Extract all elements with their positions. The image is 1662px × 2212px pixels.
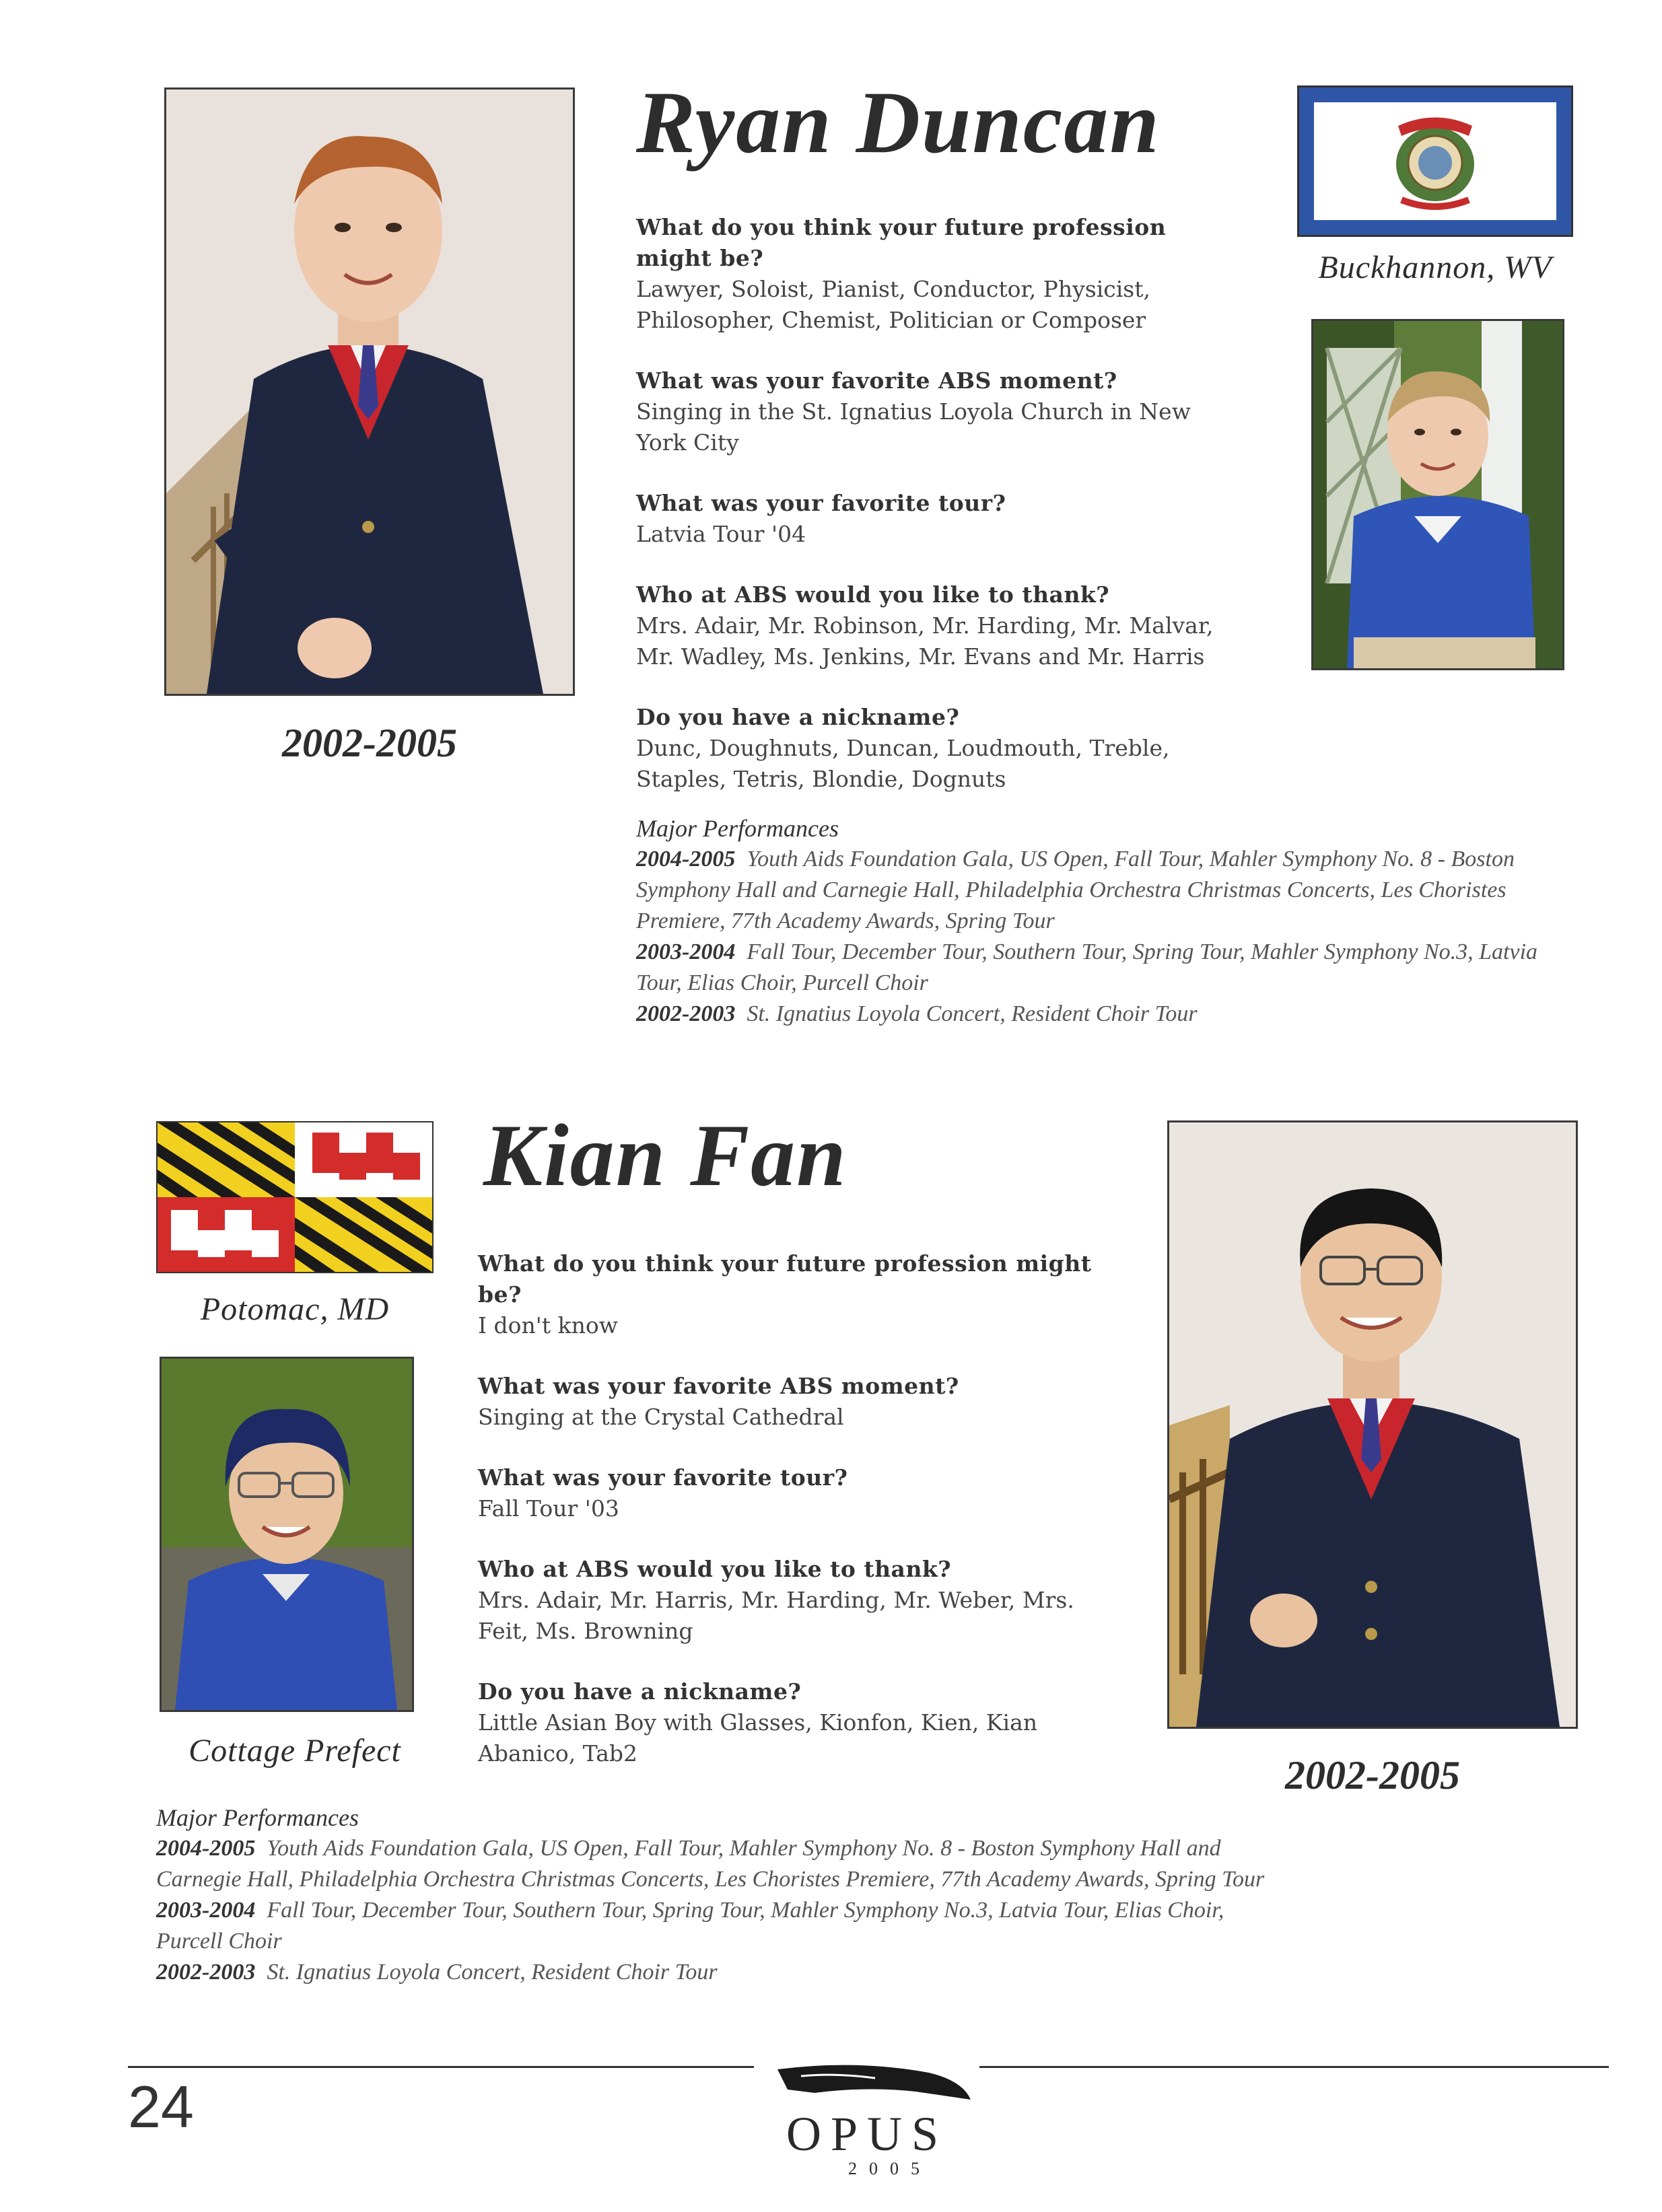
kian-qa-item <box>478 1676 1111 1769</box>
ryan-years: 2002-2005 <box>282 721 457 765</box>
footer-rule-right <box>979 2066 1609 2068</box>
kian-question: What was your favorite tour? <box>478 1464 848 1491</box>
kian-question: Who at ABS would you like to thank? <box>478 1556 952 1582</box>
performance-text: Fall Tour, December Tour, Southern Tour, Spring Tour, Mahler Symphony No.3, Latvia Tour, Elias Choir, Purcell Choir <box>156 1898 1224 1954</box>
kian-hometown: Potomac, MD <box>200 1291 390 1327</box>
ryan-question: What was your favorite ABS moment? <box>636 367 1117 394</box>
ryan-casual-illustration <box>1313 321 1562 668</box>
ryan-qa-item <box>636 702 1242 795</box>
kian-question: What do you think your future profession might be? <box>478 1250 1092 1308</box>
kian-qa-list <box>478 1248 1111 1799</box>
kian-qa-item <box>478 1462 1111 1524</box>
performance-year: 2002-2003 <box>156 1960 256 1985</box>
kian-answer: Fall Tour '03 <box>478 1495 619 1522</box>
performance-text: Fall Tour, December Tour, Southern Tour, Spring Tour, Mahler Symphony No.3, Latvia Tour, Elias Choir, Purcell Choir <box>636 939 1538 995</box>
ryan-qa-item <box>636 365 1242 458</box>
kian-performances <box>156 1802 1267 1988</box>
ryan-performance-entry <box>636 937 1572 999</box>
ryan-performance-entry <box>636 844 1572 937</box>
ryan-hometown: Buckhannon, WV <box>1318 250 1552 285</box>
kian-question: Do you have a nickname? <box>478 1678 802 1705</box>
ryan-answer: Mrs. Adair, Mr. Robinson, Mr. Harding, Mr. Malvar, Mr. Wadley, Ms. Jenkins, Mr. Evans and Mr. Harris <box>636 612 1214 670</box>
kian-performances-title: Major Performances <box>156 1804 359 1831</box>
performance-year: 2004-2005 <box>636 847 736 871</box>
performance-text: St. Ignatius Loyola Concert, Resident Choir Tour <box>747 1001 1198 1026</box>
ryan-answer: Lawyer, Soloist, Pianist, Conductor, Physicist, Philosopher, Chemist, Politician or Composer <box>636 276 1150 333</box>
ryan-question: Do you have a nickname? <box>636 704 960 730</box>
performance-text: St. Ignatius Loyola Concert, Resident Choir Tour <box>267 1960 718 1985</box>
ryan-qa-item <box>636 212 1242 336</box>
wv-seal-icon <box>1314 102 1556 220</box>
ryan-question: What do you think your future profession might be? <box>636 214 1167 271</box>
ryan-answer: Latvia Tour '04 <box>636 521 806 547</box>
kian-answer: Singing at the Crystal Cathedral <box>478 1404 844 1430</box>
kian-performance-entry <box>156 1833 1267 1895</box>
opus-logo <box>774 2059 976 2178</box>
kian-question: What was your favorite ABS moment? <box>478 1373 959 1399</box>
ryan-answer: Singing in the St. Ignatius Loyola Church in New York City <box>636 398 1191 456</box>
maryland-flag <box>156 1121 434 1273</box>
performance-year: 2004-2005 <box>156 1836 256 1861</box>
kian-performance-entry <box>156 1895 1267 1957</box>
ryan-casual-photo <box>1311 319 1564 670</box>
ryan-portrait-illustration <box>166 90 573 694</box>
ryan-performance-entry <box>636 999 1572 1030</box>
performance-year: 2002-2003 <box>636 1001 736 1026</box>
kian-qa-item <box>478 1371 1111 1433</box>
ryan-portrait-photo <box>164 87 575 696</box>
ryan-qa-item <box>636 488 1242 550</box>
performance-text: Youth Aids Foundation Gala, US Open, Fall Tour, Mahler Symphony No. 8 - Boston Symphony Hall and Carnegie Hall, Philadelphia Orchestra Christmas Concerts, Les Choristes Premiere, 77th Academy Awards, Spring Tour <box>156 1836 1265 1892</box>
ryan-performances-title: Major Performances <box>636 815 839 842</box>
kian-casual-photo <box>160 1357 414 1712</box>
ryan-qa-item <box>636 579 1242 672</box>
ryan-name-heading: Ryan Duncan <box>636 73 1161 172</box>
ryan-qa-list <box>636 212 1242 824</box>
opus-logo-year: 2005 <box>848 2159 932 2178</box>
performance-year: 2003-2004 <box>636 939 736 964</box>
piano-lid-icon <box>774 2059 976 2106</box>
performance-year: 2003-2004 <box>156 1898 256 1923</box>
kian-qa-item <box>478 1248 1111 1341</box>
kian-qa-item <box>478 1554 1111 1647</box>
ryan-answer: Dunc, Doughnuts, Duncan, Loudmouth, Treble, Staples, Tetris, Blondie, Dognuts <box>636 735 1170 792</box>
kian-answer: I don't know <box>478 1312 618 1339</box>
performance-text: Youth Aids Foundation Gala, US Open, Fall Tour, Mahler Symphony No. 8 - Boston Symphony Hall and Carnegie Hall, Philadelphia Orchestra Christmas Concerts, Les Choristes Premiere, 77th Academy Awards, Spring Tour <box>636 847 1515 933</box>
ryan-question: Who at ABS would you like to thank? <box>636 581 1110 608</box>
kian-name-heading: Kian Fan <box>483 1106 847 1205</box>
ryan-question: What was your favorite tour? <box>636 490 1006 516</box>
maryland-flag-pattern <box>158 1122 432 1272</box>
kian-role: Cottage Prefect <box>188 1733 401 1769</box>
kian-years: 2002-2005 <box>1285 1753 1460 1797</box>
kian-casual-illustration <box>162 1359 412 1710</box>
kian-answer: Little Asian Boy with Glasses, Kionfon, Kien, Kian Abanico, Tab2 <box>478 1709 1038 1767</box>
page-number: 24 <box>128 2073 194 2140</box>
footer-rule-left <box>128 2066 754 2068</box>
ryan-performances <box>636 813 1572 1030</box>
kian-portrait-photo <box>1167 1120 1578 1729</box>
west-virginia-flag <box>1297 85 1573 237</box>
kian-performance-entry <box>156 1957 1267 1988</box>
opus-logo-text: OPUS <box>786 2107 948 2161</box>
kian-answer: Mrs. Adair, Mr. Harris, Mr. Harding, Mr. Weber, Mrs. Feit, Ms. Browning <box>478 1587 1074 1644</box>
kian-portrait-illustration <box>1169 1122 1576 1727</box>
